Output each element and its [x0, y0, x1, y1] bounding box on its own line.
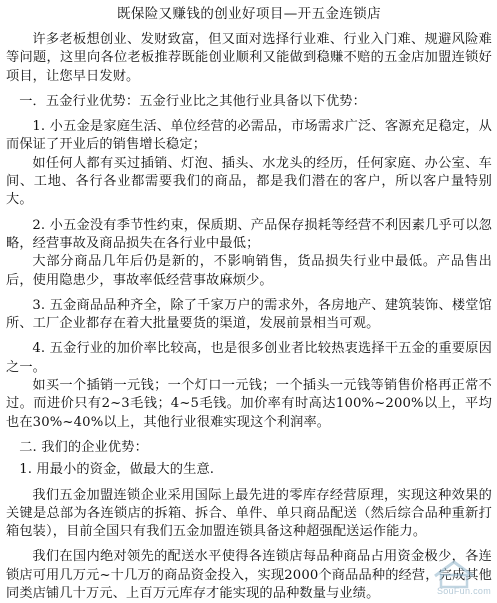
point-1-detail: 如任何人都有买过插销、灯泡、插头、水龙头的经历，任何家庭、办公室、车间、工地、各行各业都需要我们的商品，都是我们潜在的客户，所以客户量特别大。: [6, 155, 492, 208]
section-2-heading: 二. 我们的企业优势：: [19, 439, 148, 455]
point-2-main: 2. 小五金没有季节性约束，保质期、产品保存损耗等经营不利因素几乎可以忽略，经营事故及商品损失在各行业中最低；: [6, 217, 492, 251]
section-2-paragraph-1: 我们五金加盟连锁企业采用国际上最先进的零库存经营原理，实现这种效果的关键是总部为各连锁店的拆箱、拆合、单件、单只商品配送（然后综合品种重新打箱包装），目前全国只有我们五金加盟连锁具备这种超强配送运作能力。: [6, 487, 492, 540]
soufun-watermark-logo: [413, 554, 495, 598]
section-2-subheading: 1. 用最小的资金，做最大的生意.: [19, 462, 215, 478]
point-4-detail: 如买一个插销一元钱；一个灯口一元钱；一个插头一元钱等销售价格再正常不过。而进价只有2~3毛钱；4~5毛钱。加价率有时高达100%~200%以上，平均也在30%~40%以上，其他行业很难实现这个利润率。: [6, 378, 492, 430]
section-1-heading: 一．五金行业优势：五金行业比之其他行业具备以下优势：: [19, 93, 366, 109]
watermark-brand: SouFun.com: [436, 586, 491, 596]
page-title: 既保险又赚钱的创业好项目—开五金连锁店: [116, 6, 382, 22]
point-3-main: 3. 五金商品品种齐全，除了千家万户的需求外，各房地产、建筑装饰、楼堂馆所、工厂企业都存在着大批量要货的渠道，发展前景相当可观。: [6, 297, 492, 332]
document: [6, 4, 492, 603]
point-1-main: 1. 小五金是家庭生活、单位经营的必需品，市场需求广泛、客源充足稳定，从而保证了开业后的销售增长稳定；: [6, 119, 492, 153]
point-2-detail: 大部分商品几年后仍是新的，不影响销售，货品损失行业中最低。产品售出后，使用隐患少，事故率低经营事故麻烦少。: [6, 254, 492, 288]
section-2-paragraph-2: 我们在国内绝对领先的配送水平使得各连锁店每品种商品占用资金极少，各连锁店可用几万元~十几万的商品资金投入，实现2000个商品品种的经营，完成其他同类店铺几十万元、上百万元库存才能实现的品种数量与业绩。: [6, 549, 492, 602]
point-4-main: 4. 五金行业的加价率比较高，也是很多创业者比较热衷选择干五金的重要原因之一。: [6, 341, 492, 375]
intro-paragraph: 许多老板想创业、发财致富，但又面对选择行业难、行业入门难、规避风险难等问题，这里向各位老板推荐既能创业顺利又能做到稳赚不赔的五金店加盟连锁好项目，让您早日发财。: [6, 32, 492, 84]
